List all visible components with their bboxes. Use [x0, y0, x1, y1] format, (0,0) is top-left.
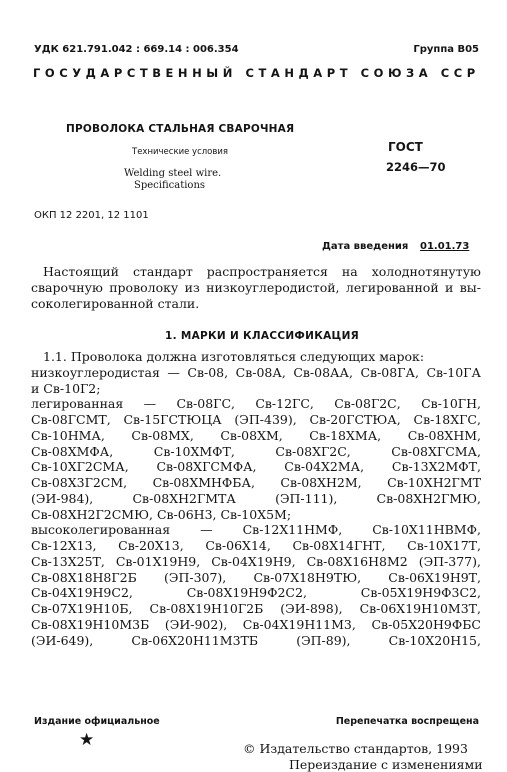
word: (ЭП-377), [418, 553, 481, 569]
word: Св-08ХНМ, [407, 427, 481, 443]
word: (ЭИ-898), [280, 601, 343, 616]
group-code: Группа В05 [413, 44, 479, 55]
word: вы- [459, 279, 481, 295]
grades-paragraph [31, 349, 481, 648]
word: (ЭИ-902), [164, 616, 228, 632]
word: Св-01Х19Н9, [115, 553, 201, 569]
text-line [31, 570, 481, 586]
text-line [31, 522, 481, 538]
section-heading: 1. МАРКИ И КЛАССИФИКАЦИЯ [165, 330, 360, 342]
word: Св-07Х18Н9ТЮ, [253, 569, 362, 585]
word: на [341, 264, 358, 279]
gost-label: ГОСТ [388, 140, 423, 154]
word: Св-12Х13, [31, 538, 97, 553]
word: и [445, 279, 454, 295]
word: Св-08ГА, [360, 364, 419, 380]
word: Св-10Х20Н15, [388, 632, 481, 648]
english-title-line-1: Welding steel wire. [124, 168, 222, 179]
standard-heading: ГОСУДАРСТВЕННЫЙ СТАНДАРТ СОЮЗА ССР [33, 66, 480, 80]
word: легированной [345, 279, 439, 295]
word: Св-06Х19Н9Т, [388, 569, 481, 585]
effective-date-value: 01.01.73 [420, 241, 470, 252]
text-line [31, 491, 481, 507]
word: стандарт [132, 264, 193, 279]
text-line [31, 633, 481, 649]
word: (ЭП-307), [164, 569, 227, 585]
text-line [31, 396, 481, 412]
text-line: Св-08ХН2Г2СМЮ, Св-06Н3, Св-10Х5М; [31, 506, 292, 522]
word: Св-04Х19Н9С2, [31, 585, 133, 601]
word: Св-08ГСМТ, [31, 412, 111, 427]
star-icon: ★ [79, 730, 95, 750]
word: Св-13Х25Т, [31, 553, 105, 569]
word: (ЭП-111), [275, 490, 338, 506]
word: Св-18ХМА, [309, 427, 382, 443]
document-title: ПРОВОЛОКА СТАЛЬНАЯ СВАРОЧНАЯ [66, 123, 295, 135]
word: Св-10ХН2ГМТ [387, 475, 481, 490]
word: Св-08ХМНФБА, [152, 475, 255, 490]
word: — [200, 522, 213, 538]
intro-paragraph [31, 264, 481, 311]
word: холоднотянутую [371, 264, 481, 279]
word: Св-08Х19Н9Ф2С2, [186, 585, 307, 601]
text-line [31, 585, 481, 601]
word: Св-10ХГ2СМА, [31, 459, 129, 475]
word: Св-08ГС, [176, 396, 235, 412]
word: — [143, 396, 157, 412]
text-line [31, 444, 481, 460]
english-title-line-2: Specifications [134, 180, 206, 191]
text-line [31, 601, 481, 617]
word: Св-08Х3Г2СМ, [31, 475, 128, 490]
word: Св-12ГС, [255, 396, 314, 412]
word: распространяется [206, 264, 328, 279]
word: Св-08, [187, 364, 229, 380]
text-line [31, 538, 481, 554]
word: Св-12Х11НМФ, [242, 522, 343, 538]
word: Св-15ГСТЮЦА [123, 412, 222, 427]
word: Св-08ХН2ГМЮ, [376, 490, 481, 506]
word: Св-08ХН2М, [280, 475, 362, 490]
word: Св-06Х14, [205, 538, 271, 553]
word: Настоящий [43, 264, 119, 279]
word: Св-04Х2МА, [284, 459, 365, 475]
word: Св-08Х16Н8М2 [306, 553, 408, 569]
word: Св-08ХГСМФА, [156, 459, 257, 475]
official-edition-label: Издание официальное [34, 716, 160, 727]
word: (ЭИ-984), [31, 490, 94, 506]
word: Св-10ГА [426, 364, 481, 380]
word: Св-08АА, [293, 364, 353, 380]
text-line: соколегированной стали. [31, 295, 200, 311]
text-line [31, 554, 481, 570]
word: Св-10НМА, [31, 427, 105, 443]
text-line: и Св-10Г2; [31, 380, 101, 396]
word: низкоуглеродистая [31, 364, 160, 380]
word: (ЭП-89), [296, 632, 351, 648]
word: Св-10ХМФТ, [153, 443, 235, 459]
reissue-line: Переиздание с изменениями [289, 757, 483, 772]
reprint-prohibited-label: Перепечатка воспрещена [335, 716, 479, 727]
text-line [31, 475, 481, 491]
word: проволоку [109, 279, 179, 295]
word: Св-08ХГСМА, [391, 443, 481, 459]
word: Св-20Х13, [118, 538, 184, 553]
word: Св-18ХГС, [413, 412, 481, 427]
text-line [31, 264, 481, 280]
word: Св-20ГСТЮА, [309, 412, 401, 427]
word: из [184, 279, 200, 295]
word: Св-04Х19Н11М3, [242, 616, 356, 632]
gost-number: 2246—70 [386, 160, 446, 174]
udk-code: УДК 621.791.042 : 669.14 : 006.354 [34, 44, 239, 55]
word: Св-08Х18Н8Г2Б [31, 569, 137, 585]
okp-code: ОКП 12 2201, 12 1101 [34, 210, 149, 221]
word: Св-05Х19Н9Ф3С2, [360, 585, 481, 601]
document-subtitle: Технические условия [132, 147, 229, 157]
word: Св-13Х2МФТ, [391, 459, 481, 475]
text-line [31, 617, 481, 633]
word: Св-06Х20Н11М3ТБ [131, 632, 259, 648]
word: высоколегированная [31, 522, 171, 538]
word: Св-08А, [235, 364, 286, 380]
word: Св-07Х19Н10Б, [31, 601, 133, 616]
copyright-line: © Издательство стандартов, 1993 [243, 741, 468, 756]
text-line [31, 280, 481, 296]
word: Св-08ХН2ГМТА [132, 490, 236, 506]
word: Св-08ХМФА, [31, 443, 114, 459]
text-line [31, 412, 481, 428]
word: Св-05Х20Н9ФБС [371, 616, 481, 632]
word: сварочную [31, 279, 103, 295]
word: Св-08Х19Н10М3Б [31, 616, 150, 632]
word: (ЭИ-649), [31, 632, 94, 648]
word: — [167, 364, 180, 380]
word: Св-08Х14ГНТ, [292, 538, 386, 553]
word: Св-08Г2С, [334, 396, 401, 412]
text-line: 1.1. Проволока должна изготовляться следующих марок: [43, 349, 425, 364]
word: Св-10ГН, [421, 396, 481, 412]
word: Св-08ХГ2С, [275, 443, 351, 459]
word: легированная [31, 396, 124, 412]
word: низкоуглеродистой, [206, 279, 340, 295]
word: Св-08Х19Н10Г2Б [149, 601, 264, 616]
word: Св-08МХ, [131, 427, 194, 443]
word: Св-10Х11НВМФ, [372, 522, 481, 538]
text-line [31, 428, 481, 444]
word: Св-08ХМ, [220, 427, 283, 443]
effective-date-label: Дата введения [322, 241, 409, 252]
word: (ЭП-439), [234, 412, 297, 427]
word: Св-10Х17Т, [407, 538, 481, 553]
text-line [31, 365, 481, 381]
word: Св-06Х19Н10М3Т, [359, 601, 481, 616]
word: Св-04Х19Н9, [211, 553, 296, 569]
text-line [31, 459, 481, 475]
